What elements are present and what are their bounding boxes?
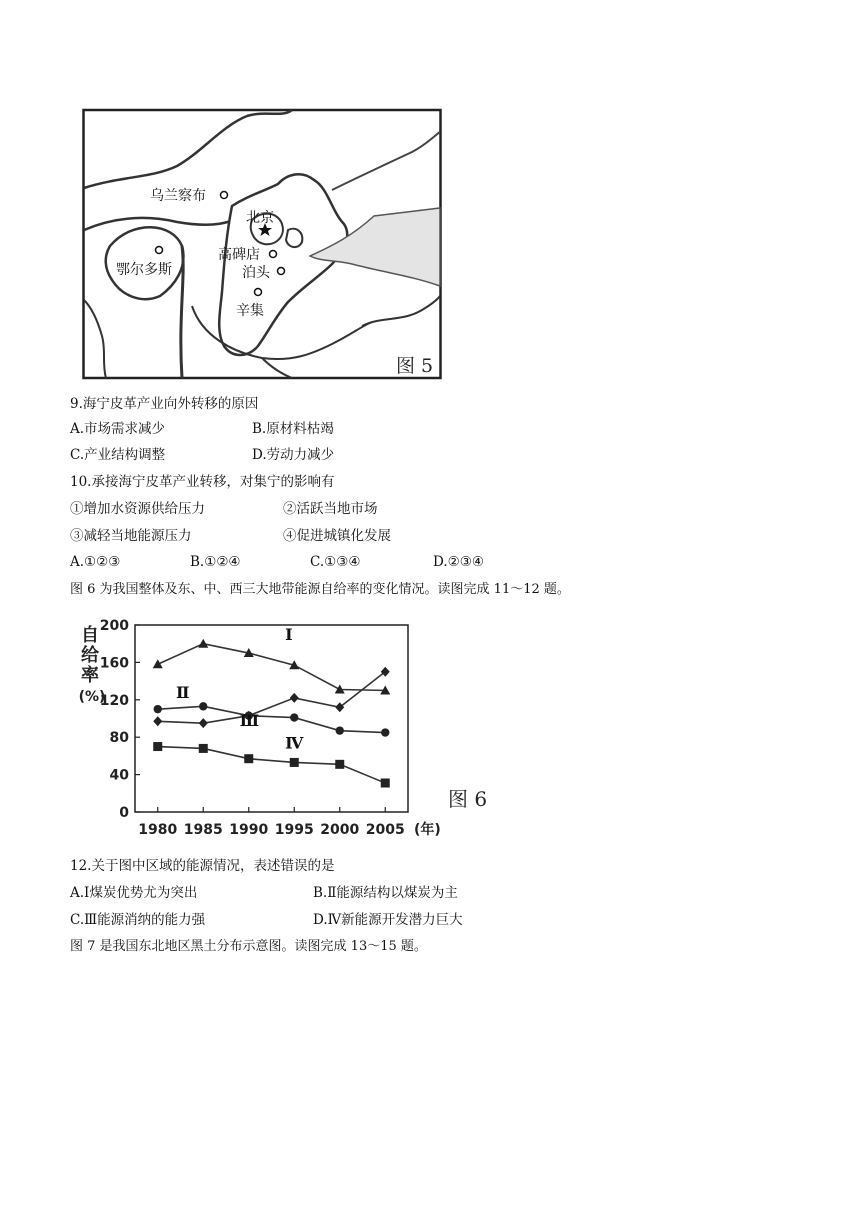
question-9-stem: 9.海宁皮革产业向外转移的原因 [70,396,259,412]
question-10-stem: 10.承接海宁皮革产业转移，对集宁的影响有 [70,474,335,490]
data-point-series-2 [199,702,207,710]
x-tick-label: 2005 [365,822,405,838]
data-point-series-3 [335,702,344,712]
y-tick-label: 80 [109,730,129,747]
y-axis-label-char: (%) [78,689,106,705]
data-point-series-4 [199,744,208,753]
data-point-series-3 [153,716,162,726]
series-label-1: Ⅰ [285,624,293,644]
y-tick-label: 200 [99,618,129,634]
figure-7-intro: 图 7 是我国东北地区黑土分布示意图。读图完成 13～15 题。 [70,939,427,954]
figure-6-label: 图 6 [448,787,488,811]
data-point-series-4 [290,758,299,767]
series-label-4: Ⅳ [285,733,304,753]
tianjin-outline [286,229,302,247]
place-label-botou: 泊头 [242,265,270,281]
data-point-series-2 [336,726,344,734]
place-label-wulanchabu: 乌兰察布 [150,188,206,204]
data-point-series-1 [198,639,208,648]
y-axis-label-char: 给 [81,645,99,666]
series-label-3: Ⅲ [239,710,260,730]
place-label-xinji: 辛集 [236,303,264,319]
data-point-series-4 [244,754,253,763]
place-label-beijing: 北京 [246,210,274,226]
city-marker [270,251,277,258]
city-marker [278,268,285,275]
q10-statement-4: ④促进城镇化发展 [283,528,391,544]
q10-statement-3: ③减轻当地能源压力 [70,528,192,544]
figure-6-intro: 图 6 为我国整体及东、中、西三大地带能源自给率的变化情况。读图完成 11～12 题。 [70,582,570,597]
plot-area-frame [135,625,408,812]
data-point-series-2 [290,713,298,721]
q10-statement-2: ②活跃当地市场 [283,501,378,517]
q9-option-a: A.市场需求减少 [70,421,166,437]
q10-statement-1: ①增加水资源供给压力 [70,501,205,517]
q12-option-d: D.Ⅳ新能源开发潜力巨大 [313,912,463,928]
q9-option-d: D.劳动力减少 [252,447,335,463]
q10-option-b: B.①②④ [190,554,241,570]
question-12-stem: 12.关于图中区域的能源情况，表述错误的是 [70,858,335,874]
data-point-series-2 [381,728,389,736]
q12-option-a: A.Ⅰ煤炭优势尤为突出 [70,885,198,901]
y-axis-label-char: 率 [81,665,99,686]
figure-5-label: 图 5 [396,355,434,377]
place-label-gaobeidian: 高碑店 [218,247,260,263]
series-line-1 [158,644,386,691]
y-tick-label: 40 [109,767,129,784]
x-tick-label: 2000 [320,822,360,838]
data-point-series-4 [335,760,344,769]
y-tick-label: 120 [99,692,129,709]
q10-option-a: A.①②③ [70,554,121,570]
data-point-series-2 [154,705,162,713]
series-line-4 [158,747,386,783]
data-point-series-3 [199,718,208,728]
series-label-2: Ⅱ [175,682,190,702]
place-label-ordos: 鄂尔多斯 [116,262,172,278]
city-marker [221,192,228,199]
q10-option-c: C.①③④ [310,554,361,570]
data-point-series-4 [153,742,162,751]
x-axis-label: (年) [414,822,441,838]
series-line-3 [158,672,386,723]
y-tick-label: 160 [99,655,129,672]
x-tick-label: 1980 [138,822,178,838]
y-axis-label-char: 自 [81,625,99,646]
y-tick-label: 0 [119,805,129,821]
q9-option-b: B.原材料枯竭 [252,421,334,437]
figure-6-chart [70,608,500,848]
data-point-series-3 [290,693,299,703]
q9-option-c: C.产业结构调整 [70,447,166,463]
series-line-2 [158,706,386,732]
q12-option-b: B.Ⅱ能源结构以煤炭为主 [313,885,458,901]
city-marker [255,289,262,296]
x-tick-label: 1990 [229,822,269,838]
city-marker [156,247,163,254]
data-point-series-1 [153,659,163,668]
x-tick-label: 1985 [183,822,223,838]
x-tick-label: 1995 [274,822,314,838]
q10-option-d: D.②③④ [433,554,484,570]
q12-option-c: C.Ⅲ能源消纳的能力强 [70,912,206,928]
data-point-series-4 [381,779,390,788]
figure-5-map [82,96,442,381]
data-point-series-3 [381,667,390,677]
